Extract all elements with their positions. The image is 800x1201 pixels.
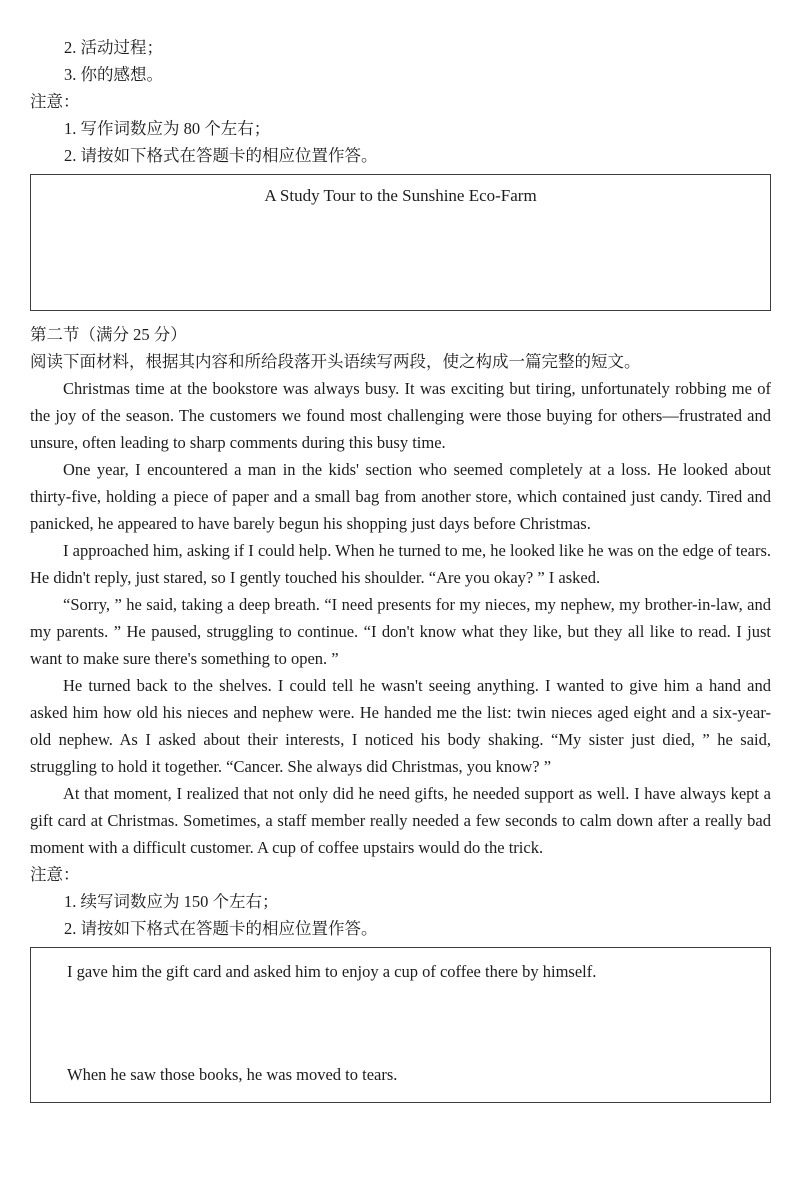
continuation-opening-line-2: When he saw those books, he was moved to tears. [67, 1065, 398, 1084]
story-paragraph: He turned back to the shelves. I could tell he wasn't seeing anything. I wanted to give him a hand and asked him how old his nieces and nephew were. He handed me the list: twin nieces aged eight and a six-year-old nephew. As I asked about their interests, I noticed his body shaking. “My sister just died, ” he said, struggling to hold it together. “Cancer. She always did Christmas, you know? ” [30, 676, 771, 776]
outline-item-activity-process: 2. 活动过程； [64, 38, 163, 57]
story-paragraph: “Sorry, ” he said, taking a deep breath. “I need presents for my nieces, my nephew, my brother-in-law, and my parents. ” He paused, struggling to continue. “I don't know what they like, but they all like to read. I just want to make sure there's something to open. ” [30, 595, 771, 668]
story-paragraph: Christmas time at the bookstore was always busy. It was exciting but tiring, unfortunately robbing me of the joy of the season. The customers we found most challenging were those buying for others—frustrated and unsure, often leading to sharp comments during this busy time. [30, 379, 771, 452]
essay-title: A Study Tour to the Sunshine Eco-Farm [264, 186, 537, 205]
notice-item-word-count-150: 1. 续写词数应为 150 个左右； [64, 892, 279, 911]
notice-item-word-count-80: 1. 写作词数应为 80 个左右； [64, 119, 271, 138]
continuation-answer-box [30, 947, 771, 1103]
writing-answer-box [30, 174, 771, 311]
continuation-blank-space [31, 985, 770, 1061]
notice-item-answer-sheet-format-2: 2. 请按如下格式在答题卡的相应位置作答。 [64, 919, 378, 938]
notice-label-2: 注意： [30, 865, 80, 884]
story-paragraph: I approached him, asking if I could help. When he turned to me, he looked like he was on the edge of tears. He didn't reply, just stared, so I gently touched his shoulder. “Are you okay? ” I asked. [30, 541, 771, 587]
notice-label-1: 注意： [30, 92, 80, 111]
section-two-instruction: 阅读下面材料，根据其内容和所给段落开头语续写两段，使之构成一篇完整的短文。 [30, 352, 641, 371]
story-paragraph: One year, I encountered a man in the kids' section who seemed completely at a loss. He looked about thirty-five, holding a piece of paper and a small bag from another store, which contained just candy. Tired and panicked, he appeared to have barely begun his shopping just days before Christmas. [30, 460, 771, 533]
continuation-opening-line-1: I gave him the gift card and asked him to enjoy a cup of coffee there by himself. [67, 962, 597, 981]
notice-item-answer-sheet-format-1: 2. 请按如下格式在答题卡的相应位置作答。 [64, 146, 378, 165]
story-paragraph: At that moment, I realized that not only did he need gifts, he needed support as well. I have always kept a gift card at Christmas. Sometimes, a staff member really needed a few seconds to calm down after a really bad moment with a difficult customer. A cup of coffee upstairs would do the trick. [30, 784, 771, 857]
outline-item-feelings: 3. 你的感想。 [64, 65, 163, 84]
story-passage [30, 375, 771, 861]
section-two-heading: 第二节（满分 25 分） [30, 325, 187, 344]
